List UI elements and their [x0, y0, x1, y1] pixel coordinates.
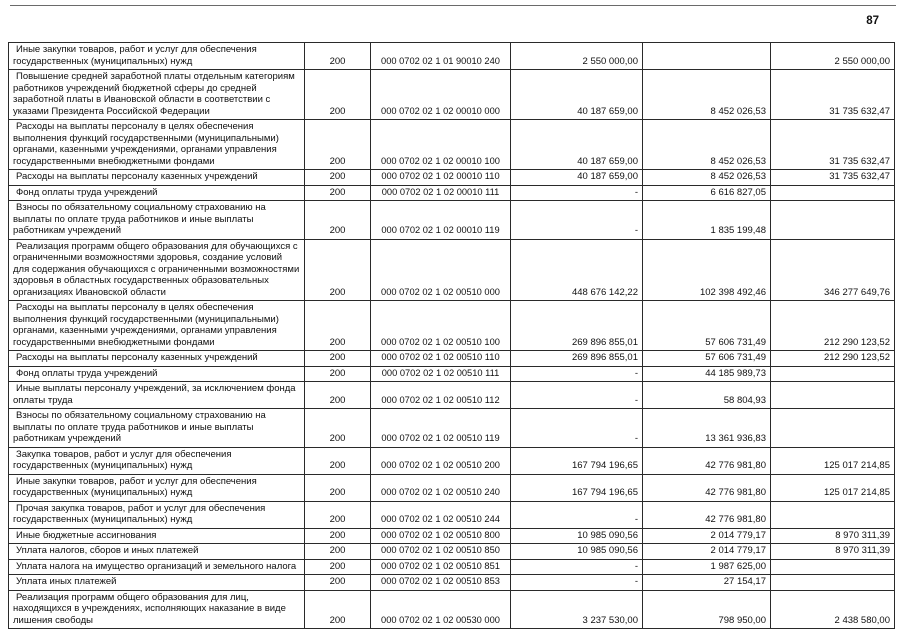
page-top-rule — [10, 5, 896, 6]
row-executed-amount: 42 776 981,80 — [643, 501, 771, 528]
row-budget-amount: - — [511, 501, 643, 528]
row-remainder-amount: 8 970 311,39 — [771, 544, 895, 560]
row-budget-amount: 40 187 659,00 — [511, 70, 643, 120]
row-executed-amount: 58 804,93 — [643, 382, 771, 409]
row-description: Уплата иных платежей — [9, 575, 305, 591]
row-expense-code: 200 — [305, 43, 371, 70]
table-row — [9, 544, 895, 560]
row-remainder-amount — [771, 201, 895, 240]
row-expense-code: 200 — [305, 70, 371, 120]
row-remainder-amount: 2 550 000,00 — [771, 43, 895, 70]
row-executed-amount: 2 014 779,17 — [643, 528, 771, 544]
row-executed-amount: 8 452 026,53 — [643, 170, 771, 186]
row-executed-amount: 798 950,00 — [643, 590, 771, 629]
row-expense-code: 200 — [305, 590, 371, 629]
row-remainder-amount — [771, 501, 895, 528]
table-row — [9, 185, 895, 201]
row-remainder-amount: 2 438 580,00 — [771, 590, 895, 629]
row-description: Повышение средней заработной платы отдельным категориям работников учреждений бюджетной сферы до средней заработной платы в Ивановской области в соответствии с указами Президента Российской Федерации — [9, 70, 305, 120]
table-row — [9, 409, 895, 448]
row-budget-amount: 269 896 855,01 — [511, 351, 643, 367]
row-expense-code: 200 — [305, 351, 371, 367]
row-executed-amount: 1 987 625,00 — [643, 559, 771, 575]
table-row — [9, 120, 895, 170]
row-remainder-amount — [771, 575, 895, 591]
row-kbk-code: 000 0702 02 1 02 00510 200 — [371, 447, 511, 474]
row-budget-amount: 3 237 530,00 — [511, 590, 643, 629]
row-expense-code: 200 — [305, 544, 371, 560]
row-kbk-code: 000 0702 02 1 02 00510 244 — [371, 501, 511, 528]
table-row — [9, 239, 895, 301]
row-expense-code: 200 — [305, 185, 371, 201]
row-budget-amount: - — [511, 201, 643, 240]
row-remainder-amount — [771, 366, 895, 382]
row-executed-amount: 8 452 026,53 — [643, 70, 771, 120]
row-budget-amount: - — [511, 185, 643, 201]
table-row — [9, 70, 895, 120]
row-executed-amount: 13 361 936,83 — [643, 409, 771, 448]
row-expense-code: 200 — [305, 382, 371, 409]
row-expense-code: 200 — [305, 447, 371, 474]
table-row — [9, 447, 895, 474]
row-executed-amount: 44 185 989,73 — [643, 366, 771, 382]
row-expense-code: 200 — [305, 528, 371, 544]
row-expense-code: 200 — [305, 474, 371, 501]
row-remainder-amount: 346 277 649,76 — [771, 239, 895, 301]
row-expense-code: 200 — [305, 239, 371, 301]
row-expense-code: 200 — [305, 170, 371, 186]
row-executed-amount: 42 776 981,80 — [643, 447, 771, 474]
row-executed-amount: 2 014 779,17 — [643, 544, 771, 560]
row-kbk-code: 000 0702 02 1 02 00510 111 — [371, 366, 511, 382]
row-expense-code: 200 — [305, 120, 371, 170]
row-executed-amount — [643, 43, 771, 70]
row-kbk-code: 000 0702 02 1 02 00010 119 — [371, 201, 511, 240]
row-kbk-code: 000 0702 02 1 02 00010 000 — [371, 70, 511, 120]
row-kbk-code: 000 0702 02 1 02 00510 112 — [371, 382, 511, 409]
row-remainder-amount: 31 735 632,47 — [771, 170, 895, 186]
table-row — [9, 382, 895, 409]
row-budget-amount: - — [511, 409, 643, 448]
table-row — [9, 501, 895, 528]
row-remainder-amount — [771, 185, 895, 201]
row-remainder-amount: 212 290 123,52 — [771, 301, 895, 351]
row-kbk-code: 000 0702 02 1 02 00510 119 — [371, 409, 511, 448]
row-expense-code: 200 — [305, 201, 371, 240]
row-remainder-amount — [771, 409, 895, 448]
row-budget-amount: 2 550 000,00 — [511, 43, 643, 70]
table-row — [9, 201, 895, 240]
row-remainder-amount — [771, 382, 895, 409]
row-description: Реализация программ общего образования для лиц, находящихся в учреждениях, исполняющих наказание в виде лишения свободы — [9, 590, 305, 629]
row-description: Расходы на выплаты персоналу казенных учреждений — [9, 351, 305, 367]
row-kbk-code: 000 0702 02 1 02 00510 850 — [371, 544, 511, 560]
row-budget-amount: - — [511, 559, 643, 575]
table-row — [9, 351, 895, 367]
row-description: Иные закупки товаров, работ и услуг для обеспечения государственных (муниципальных) нужд — [9, 474, 305, 501]
row-expense-code: 200 — [305, 409, 371, 448]
table-row — [9, 366, 895, 382]
row-kbk-code: 000 0702 02 1 01 90010 240 — [371, 43, 511, 70]
table-row — [9, 43, 895, 70]
row-executed-amount: 102 398 492,46 — [643, 239, 771, 301]
row-description: Иные выплаты персоналу учреждений, за исключением фонда оплаты труда — [9, 382, 305, 409]
row-remainder-amount: 212 290 123,52 — [771, 351, 895, 367]
row-executed-amount: 27 154,17 — [643, 575, 771, 591]
row-executed-amount: 6 616 827,05 — [643, 185, 771, 201]
row-kbk-code: 000 0702 02 1 02 00510 240 — [371, 474, 511, 501]
row-executed-amount: 57 606 731,49 — [643, 301, 771, 351]
row-budget-amount: 10 985 090,56 — [511, 528, 643, 544]
table-row — [9, 559, 895, 575]
row-budget-amount: 40 187 659,00 — [511, 170, 643, 186]
row-budget-amount: 167 794 196,65 — [511, 474, 643, 501]
table-row — [9, 170, 895, 186]
row-kbk-code: 000 0702 02 1 02 00510 000 — [371, 239, 511, 301]
row-description: Расходы на выплаты персоналу в целях обеспечения выполнения функций государственными (муниципальными) органами, казенными учреждениями, органами управления государственными внебюджетными фондами — [9, 301, 305, 351]
row-description: Реализация программ общего образования для обучающихся с ограниченными возможностями здоровья, создание условий для содержания обучающихся с ограниченными возможностями здоровья в областных государственных образовательных организациях Ивановской области — [9, 239, 305, 301]
row-expense-code: 200 — [305, 559, 371, 575]
row-budget-amount: 269 896 855,01 — [511, 301, 643, 351]
table-row — [9, 301, 895, 351]
row-description: Прочая закупка товаров, работ и услуг для обеспечения государственных (муниципальных) нужд — [9, 501, 305, 528]
row-budget-amount: 10 985 090,56 — [511, 544, 643, 560]
row-kbk-code: 000 0702 02 1 02 00010 111 — [371, 185, 511, 201]
page-number: 87 — [866, 15, 879, 27]
row-remainder-amount: 8 970 311,39 — [771, 528, 895, 544]
table-row — [9, 590, 895, 629]
row-expense-code: 200 — [305, 366, 371, 382]
row-expense-code: 200 — [305, 575, 371, 591]
row-kbk-code: 000 0702 02 1 02 00530 000 — [371, 590, 511, 629]
row-executed-amount: 57 606 731,49 — [643, 351, 771, 367]
row-description: Расходы на выплаты персоналу в целях обеспечения выполнения функций государственными (муниципальными) органами, казенными учреждениями, органами управления государственными внебюджетными фондами — [9, 120, 305, 170]
budget-table — [8, 42, 895, 629]
budget-table-body — [9, 43, 895, 629]
row-description: Расходы на выплаты персоналу казенных учреждений — [9, 170, 305, 186]
row-kbk-code: 000 0702 02 1 02 00510 110 — [371, 351, 511, 367]
table-row — [9, 474, 895, 501]
row-remainder-amount: 31 735 632,47 — [771, 120, 895, 170]
row-description: Закупка товаров, работ и услуг для обеспечения государственных (муниципальных) нужд — [9, 447, 305, 474]
row-remainder-amount: 125 017 214,85 — [771, 447, 895, 474]
row-budget-amount: - — [511, 575, 643, 591]
row-description: Иные закупки товаров, работ и услуг для обеспечения государственных (муниципальных) нужд — [9, 43, 305, 70]
row-budget-amount: - — [511, 366, 643, 382]
row-kbk-code: 000 0702 02 1 02 00510 851 — [371, 559, 511, 575]
table-row — [9, 575, 895, 591]
row-expense-code: 200 — [305, 301, 371, 351]
row-kbk-code: 000 0702 02 1 02 00510 800 — [371, 528, 511, 544]
row-description: Уплата налогов, сборов и иных платежей — [9, 544, 305, 560]
row-description: Взносы по обязательному социальному страхованию на выплаты по оплате труда работников и иные выплаты работникам учреждений — [9, 201, 305, 240]
row-kbk-code: 000 0702 02 1 02 00510 100 — [371, 301, 511, 351]
row-remainder-amount: 31 735 632,47 — [771, 70, 895, 120]
row-kbk-code: 000 0702 02 1 02 00010 100 — [371, 120, 511, 170]
row-kbk-code: 000 0702 02 1 02 00010 110 — [371, 170, 511, 186]
row-kbk-code: 000 0702 02 1 02 00510 853 — [371, 575, 511, 591]
row-description: Фонд оплаты труда учреждений — [9, 185, 305, 201]
row-executed-amount: 1 835 199,48 — [643, 201, 771, 240]
row-budget-amount: 167 794 196,65 — [511, 447, 643, 474]
row-executed-amount: 8 452 026,53 — [643, 120, 771, 170]
row-budget-amount: 448 676 142,22 — [511, 239, 643, 301]
row-remainder-amount — [771, 559, 895, 575]
row-budget-amount: - — [511, 382, 643, 409]
row-remainder-amount: 125 017 214,85 — [771, 474, 895, 501]
row-description: Взносы по обязательному социальному страхованию на выплаты по оплате труда работников и иные выплаты работникам учреждений — [9, 409, 305, 448]
row-description: Уплата налога на имущество организаций и земельного налога — [9, 559, 305, 575]
row-expense-code: 200 — [305, 501, 371, 528]
row-description: Иные бюджетные ассигнования — [9, 528, 305, 544]
row-executed-amount: 42 776 981,80 — [643, 474, 771, 501]
table-row — [9, 528, 895, 544]
row-description: Фонд оплаты труда учреждений — [9, 366, 305, 382]
row-budget-amount: 40 187 659,00 — [511, 120, 643, 170]
